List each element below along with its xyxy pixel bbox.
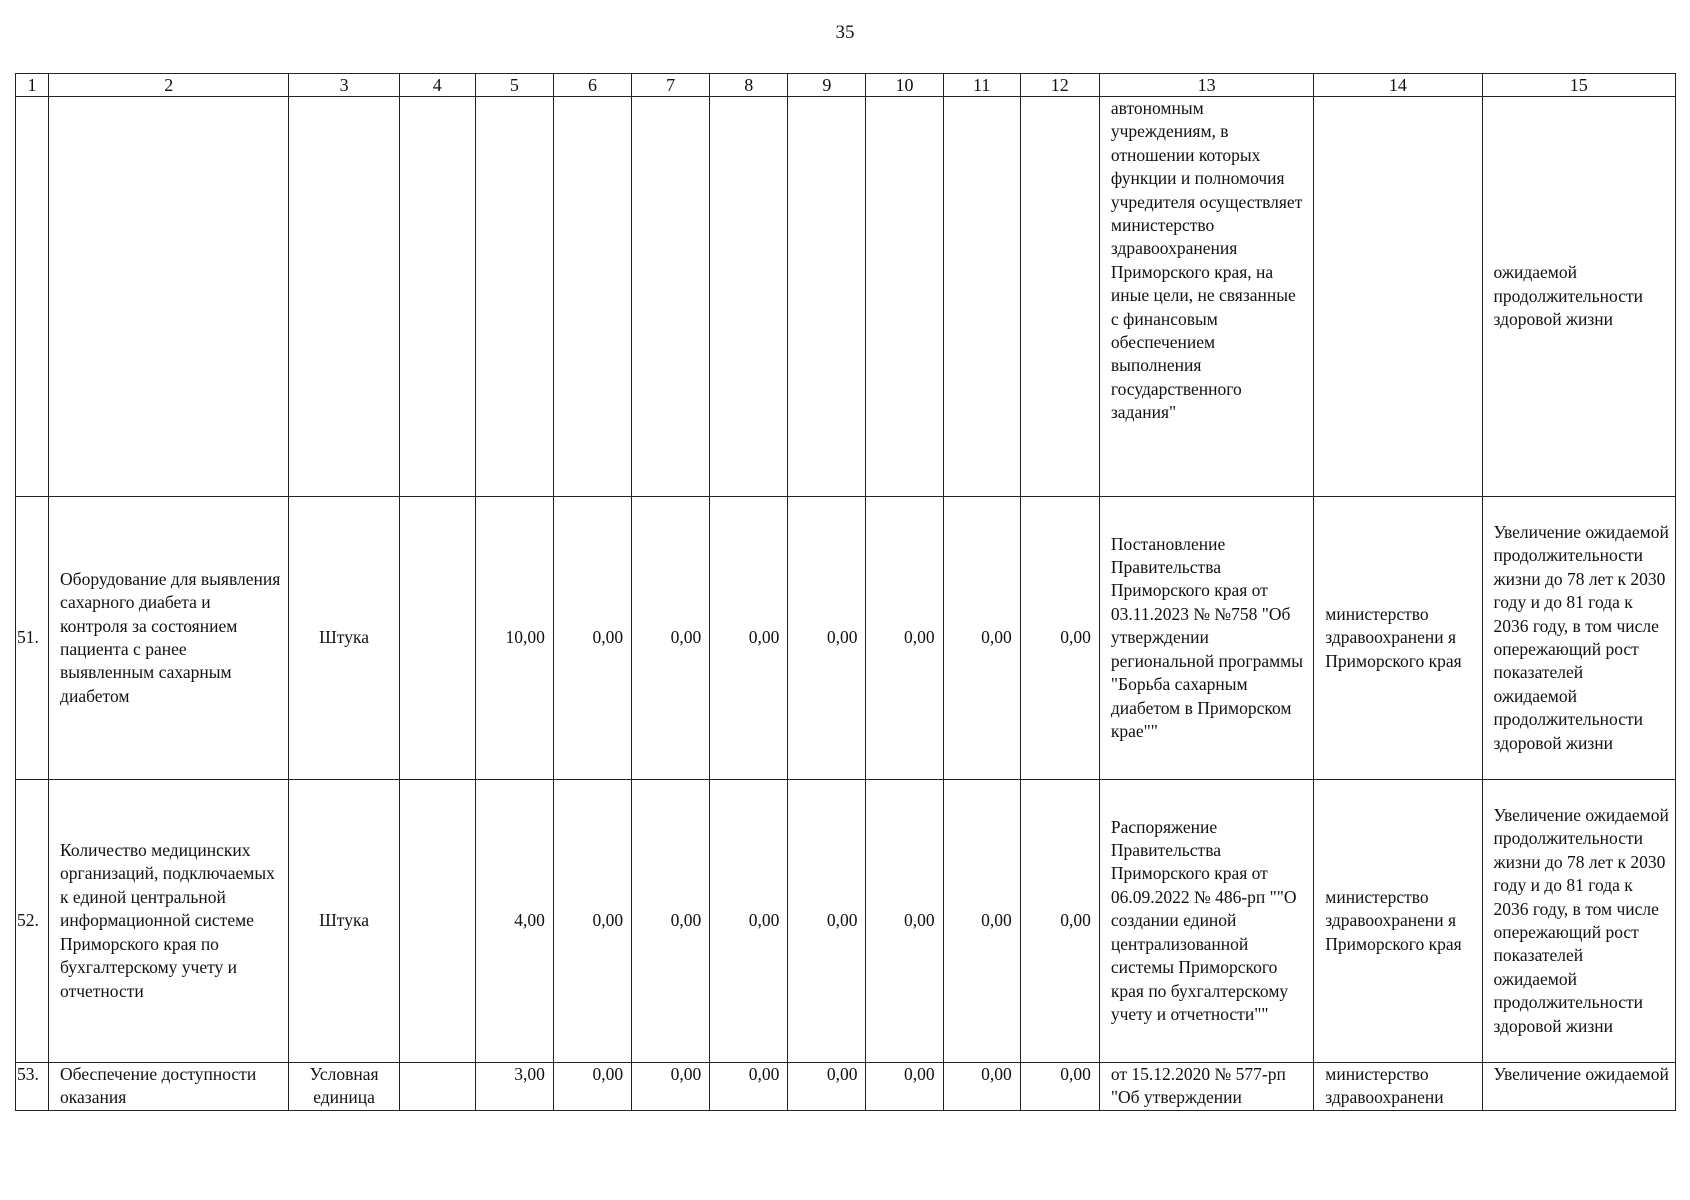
- column-header: 4: [399, 74, 475, 97]
- cell-col4: [399, 497, 475, 780]
- cell-value-6: 0,00: [553, 1063, 631, 1111]
- table-row: [16, 780, 1676, 1063]
- cell-responsible: министерство здравоохранени: [1314, 1063, 1482, 1111]
- cell-value-5: 3,00: [475, 1063, 553, 1111]
- cell-row-number: 53.: [16, 1063, 49, 1111]
- column-header: 13: [1099, 74, 1313, 97]
- cell-empty: [289, 97, 399, 497]
- table-row: [16, 1063, 1676, 1111]
- column-header: 1: [16, 74, 49, 97]
- table-row-continuation: [16, 97, 1676, 497]
- cell-value-11: 0,00: [943, 497, 1020, 780]
- cell-value-9: 0,00: [788, 497, 866, 780]
- cell-normative-doc: Постановление Правительства Приморского края от 03.11.2023 № №758 "Об утверждении региональной программы "Борьба сахарным диабетом в Приморском крае"": [1099, 497, 1313, 780]
- column-header: 10: [866, 74, 943, 97]
- column-header: 12: [1020, 74, 1099, 97]
- cell-col4: [399, 1063, 475, 1111]
- column-header: 11: [943, 74, 1020, 97]
- cell-value-11: 0,00: [943, 780, 1020, 1063]
- cell-indicator-name: Количество медицинских организаций, подключаемых к единой центральной информационной системе Приморского края по бухгалтерскому учету и отчетности: [49, 780, 289, 1063]
- cell-empty: [632, 97, 710, 497]
- column-header: 3: [289, 74, 399, 97]
- cell-value-10: 0,00: [866, 497, 943, 780]
- column-header: 9: [788, 74, 866, 97]
- cell-value-12: 0,00: [1020, 780, 1099, 1063]
- cell-value-12: 0,00: [1020, 497, 1099, 780]
- cell-indicator-name: Обеспечение доступности оказания: [49, 1063, 289, 1111]
- cell-goal: Увеличение ожидаемой: [1482, 1063, 1675, 1111]
- cell-value-10: 0,00: [866, 780, 943, 1063]
- page-number: 35: [835, 22, 855, 43]
- cell-empty: [49, 97, 289, 497]
- cell-goal: Увеличение ожидаемой продолжительности жизни до 78 лет к 2030 году и до 81 года к 2036 году, в том числе опережающий рост показателей ожидаемой продолжительности здоровой жизни: [1482, 497, 1675, 780]
- column-header: 8: [710, 74, 788, 97]
- cell-empty: [553, 97, 631, 497]
- cell-unit: Штука: [289, 780, 399, 1063]
- cell-unit: Условная единица: [289, 1063, 399, 1111]
- cell-empty: [788, 97, 866, 497]
- cell-value-9: 0,00: [788, 1063, 866, 1111]
- column-header: 7: [632, 74, 710, 97]
- cell-value-8: 0,00: [710, 780, 788, 1063]
- cell-normative-doc: автономным учреждениям, в отношении которых функции и полномочия учредителя осуществляет министерство здравоохранения Приморского края, на иные цели, не связанные с финансовым обеспечением выполнения государственного задания": [1099, 97, 1313, 497]
- cell-empty: [866, 97, 943, 497]
- cell-value-12: 0,00: [1020, 1063, 1099, 1111]
- cell-empty: [399, 97, 475, 497]
- cell-row-number: 51.: [16, 497, 49, 780]
- cell-value-6: 0,00: [553, 497, 631, 780]
- cell-empty: [1314, 97, 1482, 497]
- cell-value-5: 10,00: [475, 497, 553, 780]
- cell-col4: [399, 780, 475, 1063]
- cell-indicator-name: Оборудование для выявления сахарного диабета и контроля за состоянием пациента с ранее выявленным сахарным диабетом: [49, 497, 289, 780]
- cell-empty: [16, 97, 49, 497]
- cell-value-5: 4,00: [475, 780, 553, 1063]
- column-header: 5: [475, 74, 553, 97]
- cell-row-number: 52.: [16, 780, 49, 1063]
- cell-value-6: 0,00: [553, 780, 631, 1063]
- cell-value-7: 0,00: [632, 497, 710, 780]
- cell-value-8: 0,00: [710, 1063, 788, 1111]
- cell-empty: [475, 97, 553, 497]
- data-table: [15, 73, 1676, 1111]
- cell-value-7: 0,00: [632, 1063, 710, 1111]
- column-header: 15: [1482, 74, 1675, 97]
- cell-goal: Увеличение ожидаемой продолжительности жизни до 78 лет к 2030 году и до 81 года к 2036 году, в том числе опережающий рост показателей ожидаемой продолжительности здоровой жизни: [1482, 780, 1675, 1063]
- cell-empty: [710, 97, 788, 497]
- cell-value-10: 0,00: [866, 1063, 943, 1111]
- column-header: 6: [553, 74, 631, 97]
- header-row: [16, 74, 1676, 97]
- column-header: 2: [49, 74, 289, 97]
- cell-value-9: 0,00: [788, 780, 866, 1063]
- cell-normative-doc: Распоряжение Правительства Приморского края от 06.09.2022 № 486-рп ""О создании единой централизованной системы Приморского края по бухгалтерскому учету и отчетности"": [1099, 780, 1313, 1063]
- cell-unit: Штука: [289, 497, 399, 780]
- cell-empty: [943, 97, 1020, 497]
- table-row: [16, 497, 1676, 780]
- cell-responsible: министерство здравоохранени я Приморского края: [1314, 497, 1482, 780]
- cell-value-11: 0,00: [943, 1063, 1020, 1111]
- cell-goal: ожидаемой продолжительности здоровой жизни: [1482, 97, 1675, 497]
- cell-value-8: 0,00: [710, 497, 788, 780]
- cell-value-7: 0,00: [632, 780, 710, 1063]
- cell-responsible: министерство здравоохранени я Приморского края: [1314, 780, 1482, 1063]
- column-header: 14: [1314, 74, 1482, 97]
- cell-empty: [1020, 97, 1099, 497]
- cell-normative-doc: от 15.12.2020 № 577-рп "Об утверждении: [1099, 1063, 1313, 1111]
